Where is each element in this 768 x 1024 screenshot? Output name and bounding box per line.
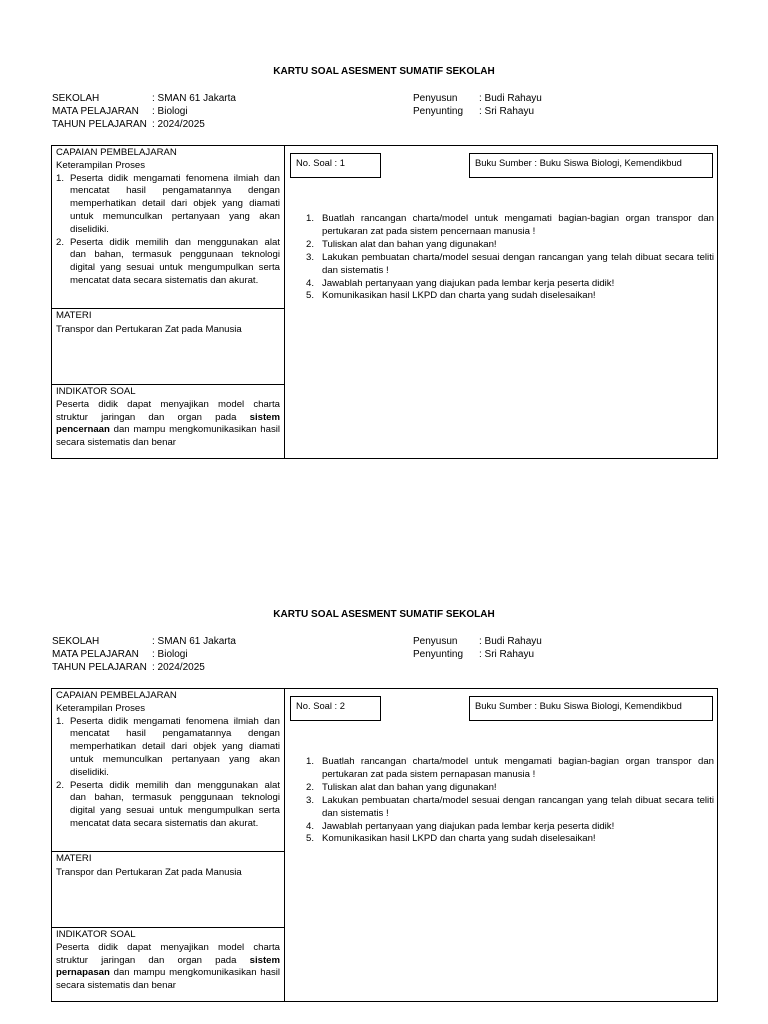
card-grid bbox=[51, 145, 718, 459]
cp-header: CAPAIAN PEMBELAJARAN bbox=[56, 147, 177, 158]
penyunting-label: Penyunting bbox=[413, 106, 464, 117]
step-item: 4. Jawablah pertanyaan yang diajukan pada lembar kerja peserta didik! bbox=[306, 820, 615, 832]
card-title: KARTU SOAL ASESMENT SUMATIF SEKOLAH bbox=[273, 66, 495, 77]
indikator-text: Peserta didik dapat menyajikan model charta struktur jaringan dan organ pada sistem pernapasan dan mampu mengkomunikasikan hasil secara sistematis dan benar bbox=[56, 941, 281, 992]
indikator-header: INDIKATOR SOAL bbox=[56, 929, 136, 940]
step-item: 3. Lakukan pembuatan charta/model sesuai dengan rancangan yang telah dibuat secara teliti dan sistematis ! bbox=[306, 794, 714, 819]
materi-header: MATERI bbox=[56, 853, 92, 864]
materi-section bbox=[52, 309, 284, 385]
penyunting-value: : Sri Rahayu bbox=[479, 106, 535, 117]
meta-right bbox=[413, 635, 542, 661]
cp-subheader: Keterampilan Proses bbox=[56, 159, 146, 171]
indikator-header: INDIKATOR SOAL bbox=[56, 386, 136, 397]
penyunting-label: Penyunting bbox=[413, 649, 464, 660]
indikator-section bbox=[52, 928, 284, 1001]
sekolah-value: : SMAN 61 Jakarta bbox=[152, 93, 236, 104]
tahun-label: TAHUN PELAJARAN bbox=[52, 662, 147, 673]
left-column bbox=[52, 146, 285, 458]
no-soal-box: No. Soal : 1 bbox=[290, 153, 381, 178]
buku-sumber-box: Buku Sumber : Buku Siswa Biologi, Kemendikbud bbox=[469, 696, 713, 721]
materi-header: MATERI bbox=[56, 310, 92, 321]
cp-item: 2. Peserta didik memilih dan menggunakan alat dan bahan, termasuk penggunaan teknologi digital yang sesuai untuk mengumpulkan serta mencatat data secara sistematis dan akurat. bbox=[56, 779, 280, 829]
meta-left bbox=[52, 92, 236, 131]
materi-text: Transpor dan Pertukaran Zat pada Manusia bbox=[56, 323, 242, 335]
cp-section bbox=[52, 689, 284, 852]
buku-sumber-box: Buku Sumber : Buku Siswa Biologi, Kemendikbud bbox=[469, 153, 713, 178]
card-grid bbox=[51, 688, 718, 1002]
meta-right bbox=[413, 92, 542, 118]
mapel-value: : Biologi bbox=[152, 106, 188, 117]
cp-section bbox=[52, 146, 284, 309]
cp-list bbox=[56, 716, 280, 831]
materi-section bbox=[52, 852, 284, 928]
indikator-section bbox=[52, 385, 284, 458]
sekolah-label: SEKOLAH bbox=[52, 93, 100, 104]
step-item: 5. Komunikasikan hasil LKPD dan charta yang sudah diselesaikan! bbox=[306, 833, 596, 845]
card-title: KARTU SOAL ASESMENT SUMATIF SEKOLAH bbox=[273, 609, 495, 620]
materi-text: Transpor dan Pertukaran Zat pada Manusia bbox=[56, 866, 242, 878]
sekolah-value: : SMAN 61 Jakarta bbox=[152, 636, 236, 647]
penyusun-label: Penyusun bbox=[413, 93, 458, 104]
step-item: 1. Buatlah rancangan charta/model untuk mengamati bagian-bagian organ transpor dan pertukaran zat pada sistem pencernaan manusia ! bbox=[306, 213, 714, 237]
mapel-label: MATA PELAJARAN bbox=[52, 106, 139, 117]
cp-subheader: Keterampilan Proses bbox=[56, 702, 146, 714]
cp-item: 2. Peserta didik memilih dan menggunakan alat dan bahan, termasuk penggunaan teknologi digital yang sesuai untuk mengumpulkan serta mencatat data secara sistematis dan akurat. bbox=[56, 236, 280, 286]
mapel-value: : Biologi bbox=[152, 649, 188, 660]
no-soal-box: No. Soal : 2 bbox=[290, 696, 381, 721]
cp-item: 1. Peserta didik mengamati fenomena ilmiah dan mencatat hasil pengamatannya dengan memperhatikan detail dari objek yang diamati untuk memunculkan pertanyaan yang akan diselidiki. bbox=[56, 172, 280, 235]
steps-list bbox=[302, 213, 714, 303]
step-item: 1. Buatlah rancangan charta/model untuk mengamati bagian-bagian organ transpor dan pertukaran zat pada sistem pernapasan manusia ! bbox=[306, 756, 714, 780]
cp-list bbox=[56, 173, 280, 288]
sekolah-label: SEKOLAH bbox=[52, 636, 100, 647]
meta-left bbox=[52, 635, 236, 674]
penyusun-value: : Budi Rahayu bbox=[479, 636, 542, 647]
tahun-value: : 2024/2025 bbox=[152, 119, 205, 130]
penyusun-value: : Budi Rahayu bbox=[479, 93, 542, 104]
cp-item: 1. Peserta didik mengamati fenomena ilmiah dan mencatat hasil pengamatannya dengan memperhatikan detail dari objek yang diamati untuk memunculkan pertanyaan yang akan diselidiki. bbox=[56, 715, 280, 778]
left-column bbox=[52, 689, 285, 1001]
step-item: 3. Lakukan pembuatan charta/model sesuai dengan rancangan yang telah dibuat secara teliti dan sistematis ! bbox=[306, 251, 714, 276]
tahun-value: : 2024/2025 bbox=[152, 662, 205, 673]
cp-header: CAPAIAN PEMBELAJARAN bbox=[56, 690, 177, 701]
mapel-label: MATA PELAJARAN bbox=[52, 649, 139, 660]
step-item: 2. Tuliskan alat dan bahan yang digunakan! bbox=[306, 781, 497, 793]
penyunting-value: : Sri Rahayu bbox=[479, 649, 535, 660]
step-item: 4. Jawablah pertanyaan yang diajukan pada lembar kerja peserta didik! bbox=[306, 277, 615, 289]
tahun-label: TAHUN PELAJARAN bbox=[52, 119, 147, 130]
step-item: 5. Komunikasikan hasil LKPD dan charta yang sudah diselesaikan! bbox=[306, 290, 596, 302]
penyusun-label: Penyusun bbox=[413, 636, 458, 647]
step-item: 2. Tuliskan alat dan bahan yang digunakan! bbox=[306, 238, 497, 250]
steps-list bbox=[302, 756, 714, 846]
indikator-text: Peserta didik dapat menyajikan model charta struktur jaringan dan organ pada sistem pencernaan dan mampu mengkomunikasikan hasil secara sistematis dan benar bbox=[56, 398, 281, 449]
